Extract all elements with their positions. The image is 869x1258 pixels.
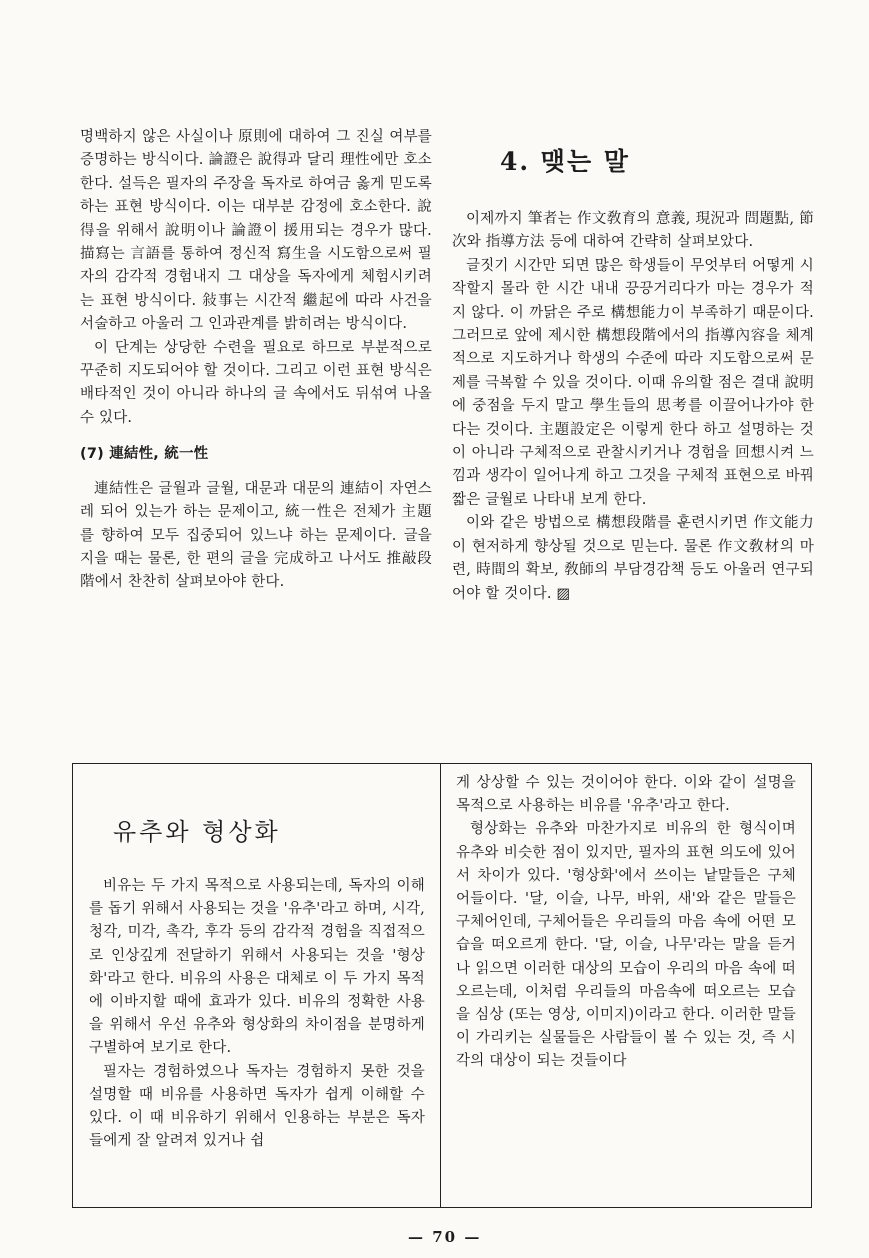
- right-paragraph-3-text: 이와 같은 방법으로 構想段階를 훈련시키면 作文能力이 현저하게 향상될 것으로 믿는다. 물론 作文敎材의 마련, 時間의 확보, 敎師의 부담경감책 등도 아울러 연구되어야 할 것이다.: [452, 515, 814, 602]
- left-paragraph-3: 連結性은 글월과 글월, 대문과 대문의 連結이 자연스레 되어 있는가 하는 문제이고, 統一性은 전체가 主題를 향하여 모두 집중되어 있느냐 하는 문제이다. 글을 지을 때는 물론, 한 편의 글을 完成하고 나서도 推敲段階에서 찬찬히 살펴보아야 한다.: [80, 480, 432, 591]
- box-title: 유추와 형상화: [113, 818, 281, 846]
- box-column-divider: [440, 764, 441, 1207]
- left-column: [80, 126, 432, 595]
- section-title: 4. 맺는 말: [500, 147, 630, 176]
- left-paragraph-2: 이 단계는 상당한 수련을 필요로 하므로 부분적으로 꾸준히 지도되어야 할 것이다. 그리고 이런 표현 방식은 배타적인 것이 아니라 하나의 글 속에서도 뒤섞여 나올 수 있다.: [80, 339, 432, 426]
- right-paragraph-1: 이제까지 筆者는 作文敎育의 意義, 現況과 問題點, 節次와 指導方法 등에 대하여 간략히 살펴보았다.: [452, 211, 814, 251]
- box-left-paragraph-2: 필자는 경험하였으나 독자는 경험하지 못한 것을 설명할 때 비유를 사용하면 독자가 쉽게 이해할 수 있다. 이 때 비유하기 위해서 인용하는 부분은 독자들에게 잘 알려져 있거나 쉽: [89, 1063, 425, 1150]
- box-right-column: [456, 772, 796, 1074]
- box-right-paragraph-2: 형상화는 유추와 마찬가지로 비유의 한 형식이며 유추와 비슷한 점이 있지만, 필자의 표현 의도에 있어서 차이가 있다. '형상화'에서 쓰이는 낱말들은 구체어들이다. '달, 이슬, 나무, 바위, 새'와 같은 말들은 구체어인데, 구체어들은 우리들의 마음 속에 어떤 모습을 떠오르게 한다. '달, 이슬, 나무'라는 말을 듣거나 읽으면 이러한 대상의 모습이 우리의 마음 속에 떠오르는데, 이처럼 우리들의 마음속에 떠오르는 모습을 심상 (또는 영상, 이미지)이라고 한다. 이러한 말들이 가리키는 실물들은 사람들이 볼 수 있는 것, 즉 시각의 대상이 되는 것들이다: [456, 821, 796, 1070]
- box-left-column: [89, 875, 425, 1153]
- section-subheading: (7) 連結性, 統一性: [80, 446, 209, 463]
- left-paragraph-1: 명백하지 않은 사실이나 原則에 대하여 그 진실 여부를 증명하는 방식이다. 論證은 說得과 달리 理性에만 호소한다. 설득은 필자의 주장을 독자로 하여금 옳게 믿도록 하는 표현 방식이다. 이는 대부분 감정에 호소한다. 說得을 위해서 說明이나 論證이 援用되는 경우가 많다. 描寫는 言語를 통하여 정신적 寫生을 시도함으로써 필자의 감각적 경험내지 그 대상을 독자에게 체험시키려는 표현 방식이다. 敍事는 시간적 繼起에 따라 사건을 서술하고 아울러 그 인과관계를 밝히려는 방식이다.: [80, 129, 432, 333]
- box-right-paragraph-1: 게 상상할 수 있는 것이어야 한다. 이와 같이 설명을 목적으로 사용하는 비유를 '유추'라고 한다.: [456, 775, 796, 815]
- box-left-paragraph-1: 비유는 두 가지 목적으로 사용되는데, 독자의 이해를 돕기 위해서 사용되는 것을 '유추'라고 하며, 시각, 청각, 미각, 촉각, 후각 등의 감각적 경험을 직접적으로 인상깊게 전달하기 위해서 사용되는 것을 '형상화'라고 한다. 비유의 사용은 대체로 이 두 가지 목적에 이바지할 때에 효과가 있다. 비유의 정확한 사용을 위해서 우선 유추와 형상화의 차이점을 분명하게 구별하여 보기로 한다.: [89, 878, 425, 1057]
- right-paragraph-2: 글짓기 시간만 되면 많은 학생들이 무엇부터 어떻게 시작할지 몰라 한 시간 내내 끙끙거리다가 마는 경우가 적지 않다. 이 까닭은 주로 構想能力이 부족하기 때문이다. 그러므로 앞에 제시한 構想段階에서의 指導內容을 체계적으로 지도하거나 학생의 수준에 따라 지도함으로써 문제를 극복할 수 있을 것이다. 이때 유의할 점은 결대 說明에 중점을 두지 말고 學生들의 思考를 이끌어나가야 한다는 것이다. 主題設定은 이렇게 한다 하고 설명하는 것이 아니라 구체적으로 관찰시키거나 경험을 回想시켜 느낌과 생각이 일어나게 하고 그것을 구체적 표현으로 바꿔 짧은 글월로 나타내 보게 한다.: [452, 257, 814, 508]
- right-column: [452, 208, 814, 606]
- end-mark-icon: ▨: [556, 585, 571, 602]
- page-number: — 70 —: [408, 1228, 482, 1246]
- sidebar-box: [72, 763, 812, 1208]
- right-paragraph-3: [452, 512, 814, 606]
